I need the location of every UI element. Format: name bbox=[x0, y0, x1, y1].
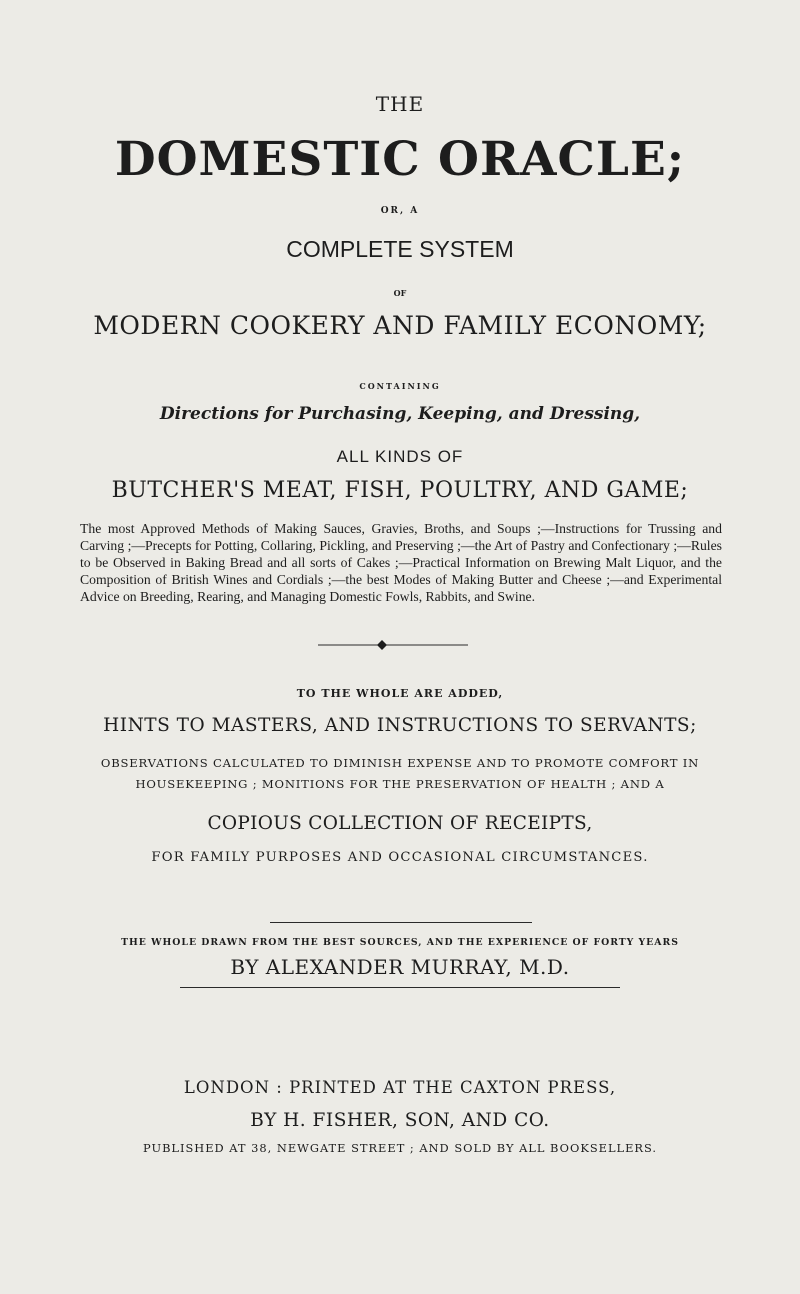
contents-paragraph: The most Approved Methods of Making Sauces, Gravies, Broths, and Soups ;—Instructions for Trussing and Carving ;—Precepts for Potting, Collaring, Pickling, and Preserving ;—the Art of Pastry and Confectionary ;—Rules to be Observed in Baking Bread and all sorts of Cakes ;—Practical Information on Brewing Malt Liquor, and the Composition of British Wines and Cordials ;—the best Modes of Making Butter and Cheese ;—and Experimental Advice on Breeding, Rearing, and Managing Domestic Fowls, Rabbits, and Swine. bbox=[80, 521, 722, 604]
title-article: THE bbox=[375, 92, 425, 116]
observations-line: OBSERVATIONS CALCULATED TO DIMINISH EXPENSE AND TO PROMOTE COMFORT IN HOUSEKEEPING ; MONITIONS FOR THE PRESERVATION OF HEALTH ; AND A bbox=[100, 756, 700, 791]
imprint-line-2: BY H. FISHER, SON, AND CO. bbox=[250, 1110, 550, 1131]
top-rule bbox=[270, 922, 532, 923]
drawn-from-line: THE WHOLE DRAWN FROM THE BEST SOURCES, AND THE EXPERIENCE OF FORTY YEARS bbox=[121, 937, 679, 948]
complete-system-line: COMPLETE SYSTEM bbox=[286, 236, 514, 262]
copious-line: COPIOUS COLLECTION OF RECEIPTS, bbox=[207, 813, 593, 834]
of-connector: OF bbox=[393, 288, 407, 298]
purposes-line: FOR FAMILY PURPOSES AND OCCASIONAL CIRCUMSTANCES. bbox=[151, 850, 649, 865]
imprint-line-3: PUBLISHED AT 38, NEWGATE STREET ; AND SOLD BY ALL BOOKSELLERS. bbox=[143, 1141, 657, 1155]
directions-line: Directions for Purchasing, Keeping, and Dressing, bbox=[159, 404, 641, 424]
imprint-line-1: LONDON : PRINTED AT THE CAXTON PRESS, bbox=[183, 1078, 617, 1097]
containing-label: CONTAINING bbox=[359, 381, 441, 391]
meats-line: BUTCHER'S MEAT, FISH, POULTRY, AND GAME; bbox=[111, 478, 689, 503]
all-kinds-line: ALL KINDS OF bbox=[336, 447, 464, 466]
or-connector: OR, A bbox=[380, 206, 420, 216]
subject-line: MODERN COOKERY AND FAMILY ECONOMY; bbox=[93, 311, 707, 340]
diamond-rule-ornament bbox=[318, 640, 468, 650]
author-line: BY ALEXANDER MURRAY, M.D. bbox=[230, 955, 570, 979]
hints-line: HINTS TO MASTERS, AND INSTRUCTIONS TO SERVANTS; bbox=[103, 715, 697, 736]
added-intro: TO THE WHOLE ARE ADDED, bbox=[296, 687, 504, 700]
book-title: DOMESTIC ORACLE; bbox=[114, 132, 686, 187]
bottom-rule bbox=[180, 987, 620, 988]
